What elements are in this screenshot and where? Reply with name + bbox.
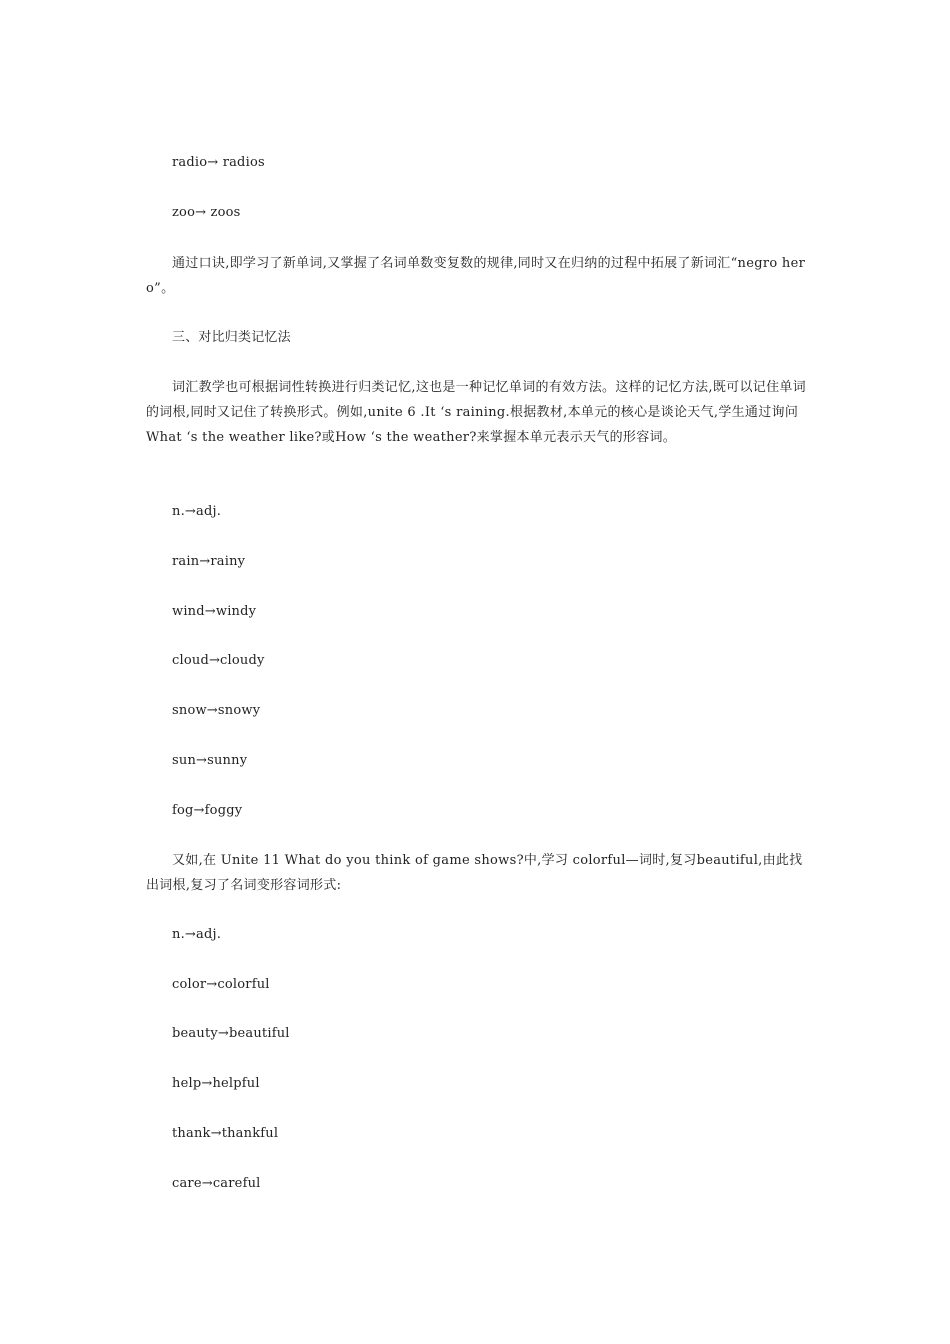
word-pair-line: rain→rainy [172, 554, 246, 569]
paragraph: 词汇教学也可根据词性转换进行归类记忆,这也是一种记忆单词的有效方法。这样的记忆方法,既可以记住单词的词根,同时又记住了转换形式。例如,unite 6 .It ‘s raining.根据教材,本单元的核心是谈论天气,学生通过询问 What ‘s the weather like?或How ‘s the weather?来掌握本单元表示天气的形容词。 [146, 380, 806, 445]
word-pair-line: zoo→ zoos [172, 205, 241, 220]
word-pair-line: n.→adj. [172, 504, 222, 519]
word-pair-line: beauty→beautiful [172, 1026, 290, 1041]
word-pair-line: cloud→cloudy [172, 653, 265, 668]
word-pair-line: snow→snowy [172, 703, 261, 718]
word-pair-line: help→helpful [172, 1076, 260, 1091]
paragraph: 通过口诀,即学习了新单词,又掌握了名词单数变复数的规律,同时又在归纳的过程中拓展了新词汇“negro hero”。 [146, 256, 806, 296]
word-pair-line: care→careful [172, 1176, 261, 1191]
word-pair-line: thank→thankful [172, 1126, 279, 1141]
word-pair-line: sun→sunny [172, 753, 248, 768]
section-heading: 三、对比归类记忆法 [172, 330, 291, 345]
word-pair-line: n.→adj. [172, 927, 222, 942]
word-pair-line: radio→ radios [172, 155, 265, 170]
word-pair-line: color→colorful [172, 977, 270, 992]
paragraph: 又如,在 Unite 11 What do you think of game shows?中,学习 colorful—词时,复习beautiful,由此找出词根,复习了名词变形容词形式: [146, 853, 803, 893]
word-pair-line: fog→foggy [172, 803, 243, 818]
word-pair-line: wind→windy [172, 604, 257, 619]
